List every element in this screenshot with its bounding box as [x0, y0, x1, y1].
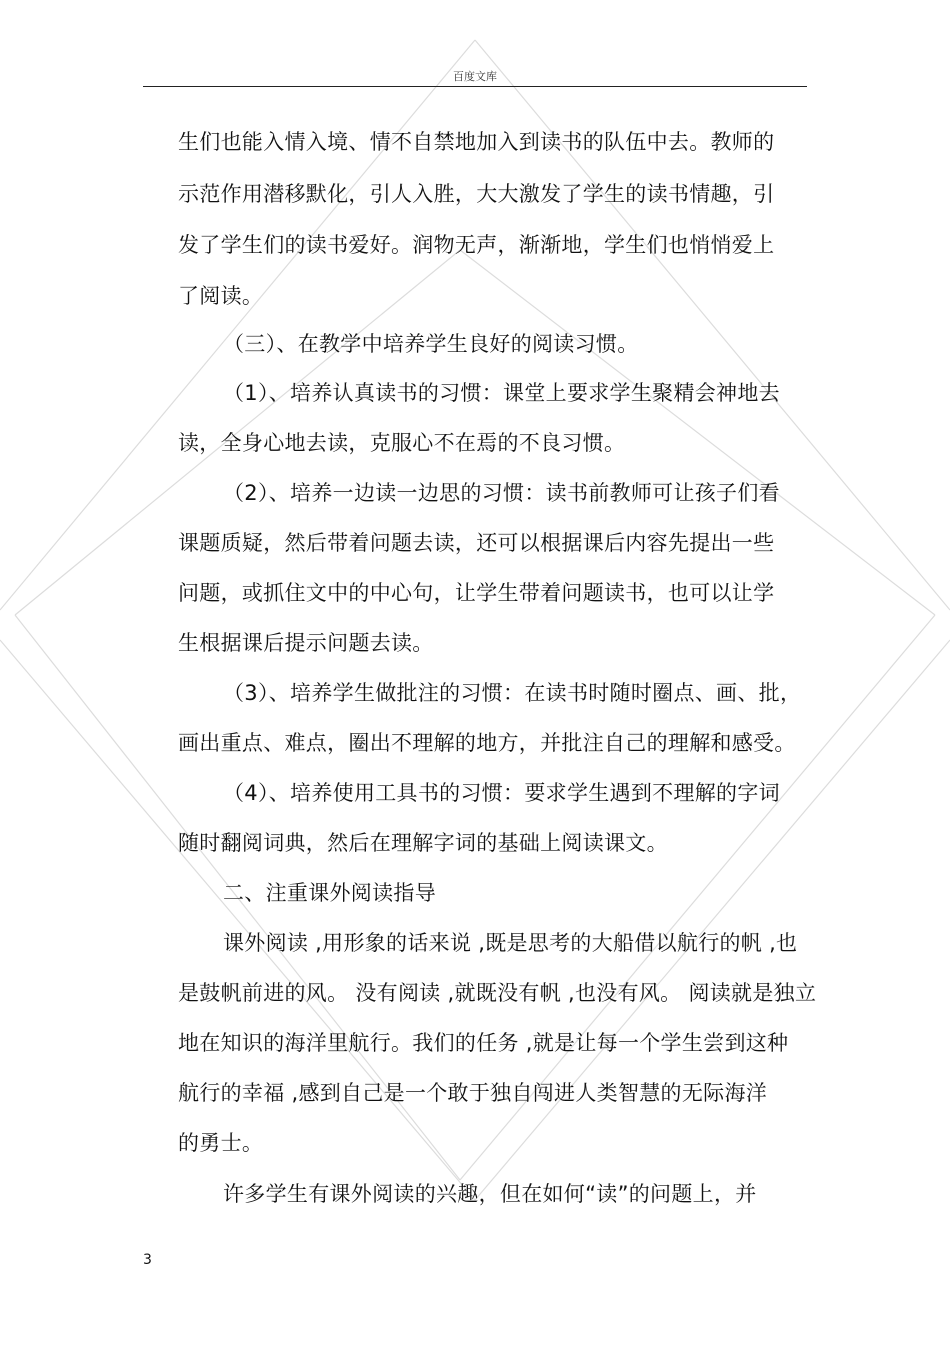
- page-number: 3: [143, 1252, 152, 1268]
- body-line: 了阅读。: [178, 284, 264, 308]
- body-line: 许多学生有课外阅读的兴趣，但在如何“读”的问题上，并: [223, 1182, 757, 1206]
- body-line: 地在知识的海洋里航行。我们的任务 ,就是让每一个学生尝到这种: [178, 1031, 789, 1055]
- body-line: （4）、培养使用工具书的习惯：要求学生遇到不理解的字词: [223, 781, 780, 805]
- body-line: 的勇士。: [178, 1131, 264, 1155]
- body-line: 画出重点、难点，圈出不理解的地方，并批注自己的理解和感受。: [178, 731, 796, 755]
- body-line: （1）、培养认真读书的习惯：课堂上要求学生聚精会神地去: [223, 381, 780, 405]
- body-line: 发了学生们的读书爱好。润物无声，渐渐地，学生们也悄悄爱上: [178, 233, 775, 257]
- body-line: 生根据课后提示问题去读。: [178, 631, 434, 655]
- section-heading: 二、注重课外阅读指导: [223, 881, 436, 905]
- body-line: 课外阅读 ,用形象的话来说 ,既是思考的大船借以航行的帆 ,也: [223, 931, 798, 955]
- body-line: 读，全身心地去读，克服心不在焉的不良习惯。: [178, 431, 626, 455]
- body-line: 示范作用潜移默化，引人入胜，大大激发了学生的读书情趣，引: [178, 182, 775, 206]
- body-line: 课题质疑，然后带着问题去读，还可以根据课后内容先提出一些: [178, 531, 775, 555]
- body-line: 生们也能入情入境、情不自禁地加入到读书的队伍中去。教师的: [178, 130, 775, 154]
- body-line: （2）、培养一边读一边思的习惯：读书前教师可让孩子们看: [223, 481, 780, 505]
- body-line: 随时翻阅词典，然后在理解字词的基础上阅读课文。: [178, 831, 668, 855]
- body-line: 是鼓帆前进的风。 没有阅读 ,就既没有帆 ,也没有风。 阅读就是独立: [178, 981, 817, 1005]
- body-line: 航行的幸福 ,感到自己是一个敢于独自闯进人类智慧的无际海洋: [178, 1081, 768, 1105]
- body-line: （3）、培养学生做批注的习惯：在读书时随时圈点、画、批，: [223, 681, 802, 705]
- body-line: 问题，或抓住文中的中心句，让学生带着问题读书，也可以让学: [178, 581, 775, 605]
- section-heading: （三）、在教学中培养学生良好的阅读习惯。: [223, 332, 639, 356]
- header-title: 百度文库: [453, 70, 497, 83]
